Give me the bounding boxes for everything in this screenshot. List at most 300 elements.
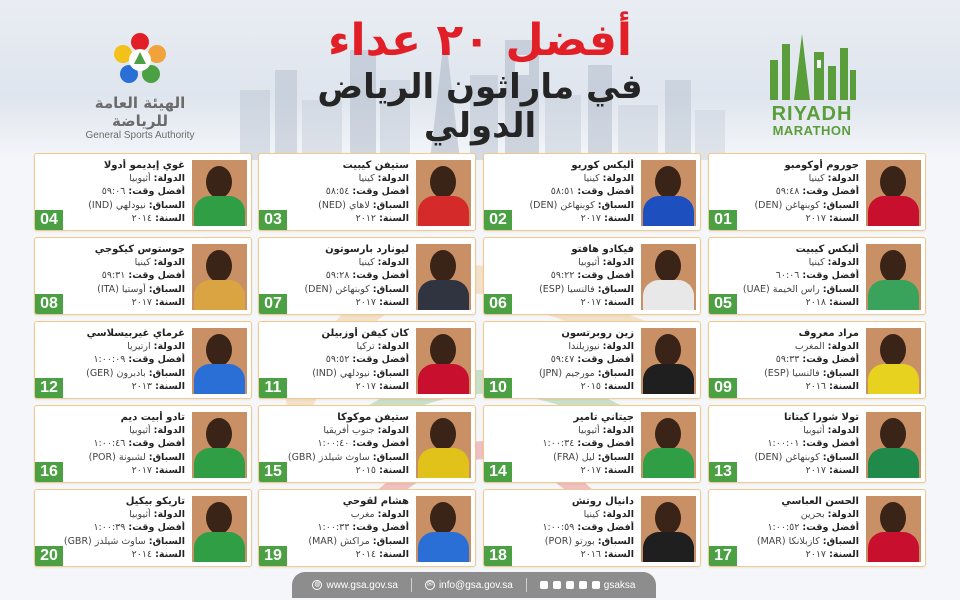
year-label: السنة: — [379, 548, 409, 560]
runner-rank-badge: 07 — [259, 294, 287, 314]
runner-rank-badge: 03 — [259, 210, 287, 230]
runner-year-row — [711, 464, 859, 477]
runner-info — [711, 411, 859, 477]
runner-year: ٢٠١٧ — [805, 464, 827, 476]
best-time-label: أفضل وقت: — [577, 438, 634, 450]
runner-rank-badge: 01 — [709, 210, 737, 230]
runner-time-row — [261, 521, 409, 534]
gsa-name-arabic: الهيئة العامة للرياضة — [94, 94, 186, 130]
runner-photo — [192, 160, 247, 226]
title-line-2: في ماراثون الرياض الدولي — [317, 67, 643, 147]
runner-photo — [416, 412, 471, 478]
runner-jersey-shape — [643, 532, 694, 562]
runner-name: ليونارد بارسوتون — [325, 244, 409, 255]
runner-year-row — [486, 464, 634, 477]
runner-rank-badge: 15 — [259, 462, 287, 482]
runner-card — [34, 153, 252, 231]
runner-time-row — [37, 353, 185, 366]
runner-head-shape — [430, 418, 456, 450]
runner-year-row — [261, 548, 409, 561]
runner-card — [34, 321, 252, 399]
runner-head-shape — [430, 334, 456, 366]
year-label: السنة: — [829, 464, 859, 476]
runner-rank-badge: 12 — [35, 378, 63, 398]
year-label: السنة: — [604, 296, 634, 308]
runner-name: ستيفن موكوكا — [337, 412, 409, 423]
runner-head-shape — [430, 502, 456, 534]
runner-photo — [416, 160, 471, 226]
best-time-label: أفضل وقت: — [128, 438, 185, 450]
runner-country-row — [486, 256, 634, 269]
runner-name: زين روبرتسون — [561, 328, 634, 339]
runner-photo — [866, 328, 921, 394]
race-label: السباق: — [372, 199, 409, 211]
runner-year: ٢٠١٢ — [355, 212, 377, 224]
runner-race: ساوث شيلدز (GBR) — [63, 535, 146, 547]
runner-jersey-shape — [643, 280, 694, 310]
runner-name: كان كيفن أوزبيلن — [321, 328, 409, 339]
runner-year: ٢٠١٧ — [131, 464, 153, 476]
race-label: السباق: — [822, 367, 859, 379]
runner-card — [483, 405, 701, 483]
runner-name: غرماي غيربيسلاسي — [86, 328, 185, 339]
runner-time: ٥٩:٠٦ — [101, 186, 126, 198]
runner-race-row — [37, 283, 185, 296]
runner-jersey-shape — [194, 280, 245, 310]
runner-time-row — [711, 269, 859, 282]
marathon-logo-line1: RIYADH — [771, 103, 853, 125]
runner-race: لشبونة (POR) — [88, 451, 146, 463]
riyadh-skyline-icon — [764, 30, 860, 100]
runner-year-row — [261, 380, 409, 393]
runner-year: ٢٠١٦ — [580, 548, 602, 560]
runner-year-row — [711, 380, 859, 393]
runner-country: ارتيريا — [127, 341, 151, 353]
runners-grid — [34, 153, 926, 570]
runner-card — [34, 237, 252, 315]
runner-country-row — [711, 424, 859, 437]
best-time-label: أفضل وقت: — [352, 522, 409, 534]
twitter-icon[interactable] — [540, 581, 548, 589]
race-label: السباق: — [822, 283, 859, 295]
runner-head-shape — [880, 250, 906, 282]
runner-country: بحرين — [800, 509, 825, 521]
race-label: السباق: — [148, 199, 185, 211]
runner-race: فالنسيا (ESP) — [539, 283, 595, 295]
runner-head-shape — [655, 166, 681, 198]
runner-race: نيودلهي (IND) — [312, 367, 370, 379]
runner-race: كوبنهاغن (DEN) — [529, 199, 595, 211]
runner-card — [34, 405, 252, 483]
runner-rank-badge: 16 — [35, 462, 63, 482]
runner-photo — [866, 160, 921, 226]
runner-jersey-shape — [418, 280, 469, 310]
runner-race-row — [486, 535, 634, 548]
runner-race-row — [711, 283, 859, 296]
race-label: السباق: — [597, 367, 634, 379]
runner-year-row — [711, 212, 859, 225]
country-label: الدولة: — [377, 509, 409, 521]
runner-name: تاريكو بيكيل — [125, 496, 185, 507]
runner-head-shape — [206, 502, 232, 534]
runner-race: بورتو (POR) — [544, 535, 595, 547]
runner-race: لاهاي (NED) — [318, 199, 370, 211]
runner-name: جوروم أوكومبو — [784, 160, 859, 171]
runner-country-row — [261, 508, 409, 521]
runner-info — [261, 495, 409, 561]
year-label: السنة: — [829, 380, 859, 392]
runner-photo — [192, 328, 247, 394]
runner-head-shape — [206, 166, 232, 198]
runner-name: ستيفن كيبيت — [342, 160, 409, 171]
runner-info — [37, 411, 185, 477]
runner-race: كازبلانكا (MAR) — [756, 535, 820, 547]
runner-name: أليكس كوريو — [571, 160, 634, 171]
year-label: السنة: — [829, 296, 859, 308]
runner-info — [37, 243, 185, 309]
runner-year: ٢٠١٨ — [805, 296, 827, 308]
runner-jersey-shape — [868, 448, 919, 478]
riyadh-marathon-logo — [762, 30, 862, 138]
runner-rank-badge: 19 — [259, 546, 287, 566]
best-time-label: أفضل وقت: — [577, 270, 634, 282]
runner-name: هشام لقوحي — [342, 496, 409, 507]
runner-time: ١:٠٠:٠٩ — [93, 354, 126, 366]
runner-name: تولا شورا كيتاتا — [784, 412, 859, 423]
runner-info — [486, 159, 634, 225]
runner-photo — [866, 412, 921, 478]
runner-country-row — [486, 508, 634, 521]
runner-photo — [192, 496, 247, 562]
country-label: الدولة: — [153, 425, 185, 437]
country-label: الدولة: — [377, 257, 409, 269]
runner-head-shape — [880, 502, 906, 534]
runner-race-row — [486, 367, 634, 380]
mail-icon: ✉ — [425, 580, 435, 590]
runner-country-row — [261, 256, 409, 269]
runner-card — [708, 405, 926, 483]
runner-year: ٢٠١٧ — [355, 296, 377, 308]
runner-jersey-shape — [194, 196, 245, 226]
runner-card — [708, 237, 926, 315]
runner-info — [711, 495, 859, 561]
runner-card — [258, 405, 476, 483]
runner-race-row — [261, 283, 409, 296]
runner-time-row — [711, 185, 859, 198]
runner-country-row — [37, 424, 185, 437]
runner-year-row — [486, 548, 634, 561]
runner-card — [258, 321, 476, 399]
title-line-1: أفضل ٢٠ عداء — [328, 15, 632, 66]
race-label: السباق: — [597, 199, 634, 211]
runner-country: كينيا — [583, 173, 600, 185]
runner-year: ٢٠١٤ — [355, 548, 377, 560]
runner-country: جنوب أفريقيا — [323, 425, 375, 437]
runner-head-shape — [206, 418, 232, 450]
runner-time: ١:٠٠:٥٩ — [542, 522, 575, 534]
runner-time-row — [711, 521, 859, 534]
runner-year-row — [37, 212, 185, 225]
race-label: السباق: — [372, 451, 409, 463]
runner-country-row — [37, 508, 185, 521]
runner-head-shape — [880, 166, 906, 198]
runner-name: مراد معروف — [798, 328, 859, 339]
best-time-label: أفضل وقت: — [128, 354, 185, 366]
runner-year: ٢٠١٣ — [131, 380, 153, 392]
runner-country: أثيوبيا — [578, 257, 600, 269]
runner-time: ٥٨:٥١ — [550, 186, 575, 198]
runner-race: مورجيم (JPN) — [539, 367, 595, 379]
best-time-label: أفضل وقت: — [352, 186, 409, 198]
best-time-label: أفضل وقت: — [577, 354, 634, 366]
runner-race: راس الخيمة (UAE) — [742, 283, 820, 295]
year-label: السنة: — [604, 464, 634, 476]
footer-email[interactable] — [425, 580, 513, 591]
runner-photo — [641, 328, 696, 394]
country-label: الدولة: — [602, 509, 634, 521]
website-link[interactable]: www.gsa.gov.sa — [326, 579, 398, 591]
runner-card — [708, 489, 926, 567]
runner-info — [261, 327, 409, 393]
runner-country-row — [261, 340, 409, 353]
country-label: الدولة: — [827, 257, 859, 269]
race-label: السباق: — [372, 367, 409, 379]
runner-time-row — [486, 185, 634, 198]
runner-race-row — [261, 451, 409, 464]
runner-card — [708, 321, 926, 399]
runner-info — [486, 411, 634, 477]
runner-race-row — [261, 535, 409, 548]
runner-jersey-shape — [643, 364, 694, 394]
best-time-label: أفضل وقت: — [802, 522, 859, 534]
runner-race-row — [261, 199, 409, 212]
runner-jersey-shape — [194, 532, 245, 562]
race-label: السباق: — [148, 451, 185, 463]
footer-divider — [411, 578, 412, 592]
runner-race: ساوث شيلدز (GBR) — [287, 451, 370, 463]
runner-time: ١:٠٠:٤٦ — [93, 438, 126, 450]
runner-time: ٥٨:٥٤ — [325, 186, 350, 198]
runner-name: جوستوس كيكوجي — [94, 244, 185, 255]
runner-card — [258, 237, 476, 315]
runner-race-row — [486, 199, 634, 212]
runner-country-row — [486, 172, 634, 185]
runner-head-shape — [655, 502, 681, 534]
runner-country: تركيا — [356, 341, 375, 353]
runner-jersey-shape — [194, 448, 245, 478]
year-label: السنة: — [379, 296, 409, 308]
runner-rank-badge: 11 — [259, 378, 287, 398]
runner-race: مراكش (MAR) — [308, 535, 370, 547]
runner-time-row — [261, 437, 409, 450]
runner-time: ٥٩:٣٣ — [775, 354, 800, 366]
runner-year-row — [486, 296, 634, 309]
footer-social — [540, 580, 636, 591]
runner-rank-badge: 08 — [35, 294, 63, 314]
runner-country-row — [711, 340, 859, 353]
runner-card — [483, 237, 701, 315]
social-handle[interactable]: gsaksa — [603, 579, 636, 591]
runner-time: ١:٠٠:٤٠ — [317, 438, 350, 450]
runner-race-row — [711, 451, 859, 464]
runner-photo — [866, 244, 921, 310]
runner-name: تادو أبيت ديم — [120, 412, 185, 423]
footer-website[interactable] — [312, 580, 398, 591]
runner-time: ٥٩:٤٨ — [775, 186, 800, 198]
runner-race-row — [37, 199, 185, 212]
runner-time-row — [37, 269, 185, 282]
runner-year: ٢٠١٧ — [580, 464, 602, 476]
runner-year: ٢٠١٥ — [355, 464, 377, 476]
runner-jersey-shape — [868, 280, 919, 310]
race-label: السباق: — [597, 283, 634, 295]
runner-country-row — [37, 340, 185, 353]
country-label: الدولة: — [827, 509, 859, 521]
runner-country-row — [261, 172, 409, 185]
runner-photo — [416, 328, 471, 394]
country-label: الدولة: — [153, 257, 185, 269]
runner-time-row — [486, 269, 634, 282]
marathon-logo-line2: MARATHON — [772, 123, 852, 138]
instagram-icon[interactable] — [553, 581, 561, 589]
runner-year-row — [261, 212, 409, 225]
race-label: السباق: — [822, 199, 859, 211]
email-link[interactable]: info@gsa.gov.sa — [438, 579, 513, 591]
year-label: السنة: — [379, 380, 409, 392]
runner-time-row — [711, 353, 859, 366]
runner-year: ٢٠١٤ — [131, 548, 153, 560]
runner-info — [261, 159, 409, 225]
globe-icon: ◍ — [314, 581, 321, 588]
runner-country: المغرب — [794, 341, 825, 353]
runner-card — [483, 321, 701, 399]
runner-info — [486, 495, 634, 561]
country-label: الدولة: — [602, 257, 634, 269]
country-label: الدولة: — [827, 173, 859, 185]
runner-country: أثيوبيا — [129, 173, 151, 185]
runner-year-row — [486, 380, 634, 393]
runner-time: ٥٩:٥٢ — [325, 354, 350, 366]
race-label: السباق: — [372, 535, 409, 547]
year-label: السنة: — [829, 548, 859, 560]
runner-time-row — [486, 353, 634, 366]
runner-jersey-shape — [418, 448, 469, 478]
country-label: الدولة: — [377, 425, 409, 437]
best-time-label: أفضل وقت: — [352, 354, 409, 366]
page-title — [270, 15, 690, 147]
best-time-label: أفضل وقت: — [802, 438, 859, 450]
year-label: السنة: — [379, 212, 409, 224]
runner-race: كوبنهاغن (DEN) — [754, 199, 820, 211]
runner-time-row — [711, 437, 859, 450]
runner-year: ٢٠١٧ — [355, 380, 377, 392]
best-time-label: أفضل وقت: — [802, 354, 859, 366]
runner-year: ٢٠١٧ — [131, 296, 153, 308]
runner-jersey-shape — [418, 364, 469, 394]
year-label: السنة: — [155, 464, 185, 476]
runner-rank-badge: 02 — [484, 210, 512, 230]
runner-year-row — [486, 212, 634, 225]
best-time-label: أفضل وقت: — [352, 438, 409, 450]
runner-head-shape — [655, 334, 681, 366]
runner-photo — [416, 496, 471, 562]
runner-country: كينيا — [808, 173, 825, 185]
runner-time-row — [37, 521, 185, 534]
runner-country-row — [261, 424, 409, 437]
runner-country-row — [486, 424, 634, 437]
runner-time-row — [486, 521, 634, 534]
runner-head-shape — [430, 250, 456, 282]
runner-race-row — [37, 367, 185, 380]
runner-jersey-shape — [868, 532, 919, 562]
runner-info — [711, 327, 859, 393]
gsa-name-english: General Sports Authority — [85, 130, 195, 141]
runner-jersey-shape — [868, 196, 919, 226]
runner-race-row — [486, 451, 634, 464]
social-icons — [540, 581, 600, 589]
runner-name: فيكادو هافتو — [571, 244, 634, 255]
best-time-label: أفضل وقت: — [577, 522, 634, 534]
year-label: السنة: — [155, 296, 185, 308]
runner-photo — [641, 160, 696, 226]
runner-race-row — [711, 535, 859, 548]
runner-head-shape — [206, 250, 232, 282]
runner-country: كينيا — [134, 257, 151, 269]
runner-rank-badge: 13 — [709, 462, 737, 482]
runner-time-row — [261, 353, 409, 366]
country-label: الدولة: — [602, 173, 634, 185]
runner-card — [258, 489, 476, 567]
runner-name: أليكس كيبيت — [795, 244, 859, 255]
runner-race: بادبرون (GER) — [86, 367, 146, 379]
runner-race-row — [711, 199, 859, 212]
runner-country-row — [711, 508, 859, 521]
runner-info — [711, 243, 859, 309]
runner-name: جيتاني تامير — [573, 412, 634, 423]
year-label: السنة: — [379, 464, 409, 476]
facebook-icon[interactable] — [566, 581, 574, 589]
runner-time: ٥٩:٢٨ — [325, 270, 350, 282]
runner-race: كوبنهاغن (DEN) — [304, 283, 370, 295]
runner-country: كينيا — [358, 257, 375, 269]
runner-jersey-shape — [643, 196, 694, 226]
runner-rank-badge: 20 — [35, 546, 63, 566]
country-label: الدولة: — [602, 341, 634, 353]
runner-country: كينيا — [808, 257, 825, 269]
country-label: الدولة: — [153, 173, 185, 185]
runner-country-row — [711, 172, 859, 185]
runner-country: أثيوبيا — [129, 509, 151, 521]
runner-head-shape — [880, 418, 906, 450]
runner-country: مغرب — [350, 509, 375, 521]
runner-name: دانيال روتش — [571, 496, 634, 507]
runner-rank-badge: 17 — [709, 546, 737, 566]
runner-info — [261, 411, 409, 477]
race-label: السباق: — [148, 283, 185, 295]
runner-year: ٢٠١٥ — [580, 380, 602, 392]
snapchat-icon[interactable] — [579, 581, 587, 589]
runner-rank-badge: 10 — [484, 378, 512, 398]
runner-rank-badge: 14 — [484, 462, 512, 482]
runner-info — [486, 243, 634, 309]
runner-year: ٢٠١٤ — [131, 212, 153, 224]
year-label: السنة: — [155, 212, 185, 224]
runner-card — [483, 489, 701, 567]
youtube-icon[interactable] — [592, 581, 600, 589]
runner-name: غوي إيديمو أدولا — [103, 160, 185, 171]
best-time-label: أفضل وقت: — [128, 522, 185, 534]
best-time-label: أفضل وقت: — [352, 270, 409, 282]
